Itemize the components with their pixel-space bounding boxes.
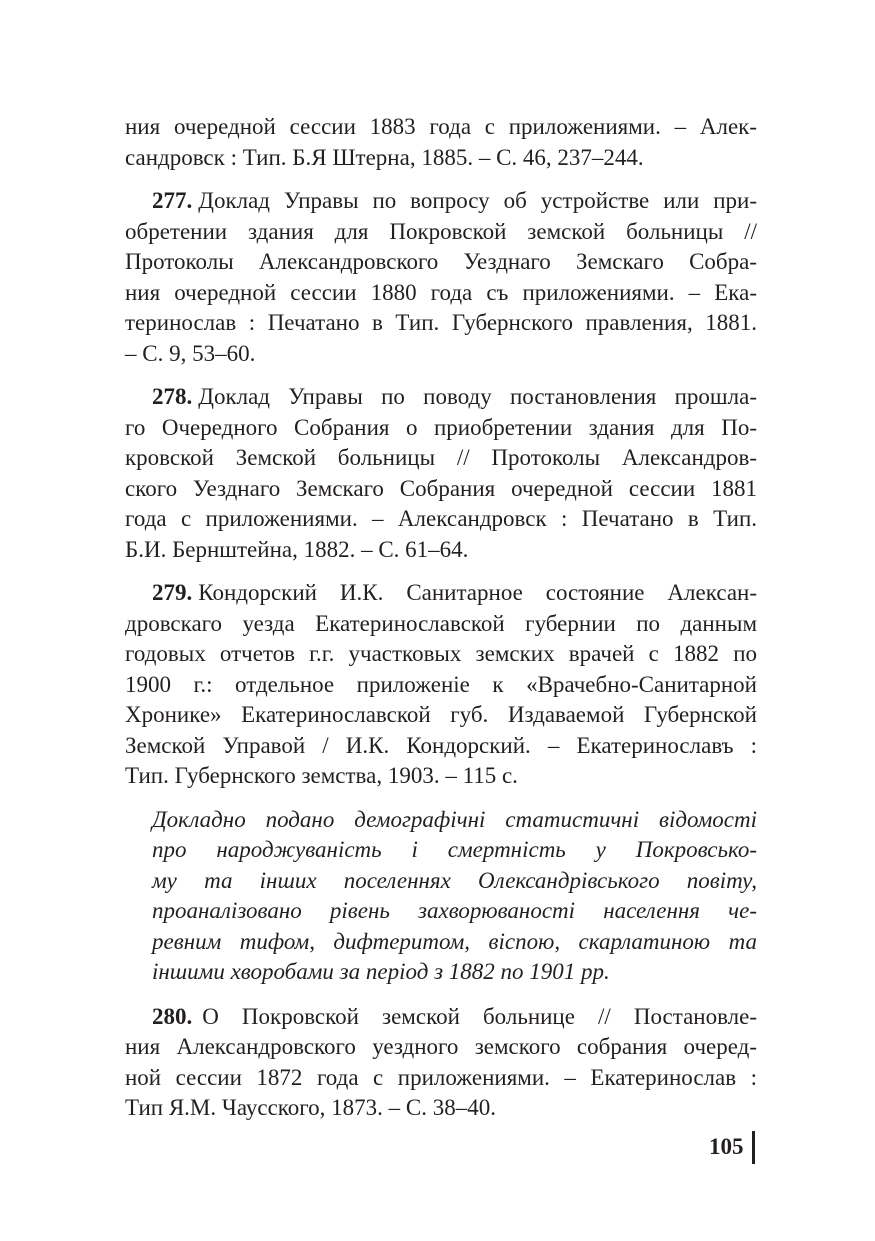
text-line: обретении здания для Покровской земской больницы // (125, 218, 757, 244)
note-line: про народжуваність і смертність у Покровсько- (152, 837, 757, 862)
text-line: 280. О Покровской земской больнице // Постановле- (152, 1003, 757, 1029)
text-line: 279. Кондорский И.К. Санитарное состояние Алексан- (152, 580, 757, 605)
text-line: Земской Управой / И.К. Кондорский. – Екатеринославъ : (125, 732, 757, 758)
text-line: Тип. Губернского земства, 1903. – 115 с. (125, 763, 518, 788)
text-line: – С. 9, 53–60. (125, 340, 256, 366)
text-line: 1900 г.: отдельное приложеніе к «Врачебно-Санитарной (125, 671, 757, 697)
text-line: ния очередной сессии 1883 года с приложениями. – Алек- (125, 114, 757, 139)
continuation-paragraph (125, 112, 757, 173)
page-number: 105 (709, 1134, 744, 1159)
text-line: 277. Доклад Управы по вопросу об устройстве или при- (152, 188, 757, 213)
text-line: ского Уезднаго Земскаго Собрания очередной сессии 1881 (125, 475, 757, 501)
text-line: сандровск : Тип. Б.Я Штерна, 1885. – С. 46, 237–244. (125, 144, 644, 170)
note-line: ревним тифом, дифтеритом, віспою, скарлатиною та (152, 928, 757, 954)
text-line: ния Александровского уездного земского собрания очеред- (125, 1034, 757, 1059)
bibliography-entry-280 (125, 1002, 757, 1124)
entry-number: 277. (152, 188, 193, 213)
text-line: 278. Доклад Управы по поводу постановления прошла- (152, 384, 757, 409)
text-line: Протоколы Александровского Уезднаго Земскаго Собра- (125, 249, 757, 274)
bibliography-entry-279 (125, 578, 757, 792)
text-line: годовых отчетов г.г. участковых земских врачей с 1882 по (125, 641, 757, 666)
text-line: года с приложениями. – Александровск : Печатано в Тип. (125, 506, 757, 531)
note-line: му та інших поселеннях Олександрівського повіту, (152, 867, 757, 893)
entry-number: 280. (152, 1003, 193, 1029)
text-line: го Очередного Собрания о приобретении здания для По- (125, 414, 757, 440)
bibliography-entry-277 (125, 186, 757, 369)
note-line: іншими хворобами за період з 1882 по 1901 рр. (152, 959, 610, 984)
entry-number: 278. (152, 384, 193, 409)
page-number-rule (752, 1131, 755, 1164)
note-line: Докладно подано демографічні статистичні відомості (152, 806, 757, 832)
bibliography-entry-278 (125, 382, 757, 565)
text-line: Хронике» Екатеринославской губ. Издаваемой Губернской (125, 702, 757, 727)
text-line: ной сессии 1872 года с приложениями. – Екатеринослав : (125, 1064, 757, 1090)
text-line: Б.И. Бернштейна, 1882. – С. 61–64. (125, 536, 469, 562)
text-line: Тип Я.М. Чаусского, 1873. – С. 38–40. (125, 1095, 496, 1120)
page-body (125, 112, 757, 1137)
annotation-note-279 (152, 805, 757, 988)
text-line: дровскаго уезда Екатеринославской губернии по данным (125, 610, 757, 636)
text-line: ния очередной сессии 1880 года съ приложениями. – Ека- (125, 279, 757, 305)
text-line: кровской Земской больницы // Протоколы Александров- (125, 445, 757, 470)
entry-number: 279. (152, 580, 193, 605)
note-line: проаналізовано рівень захворюваності населення че- (152, 898, 757, 923)
text-line: теринослав : Печатано в Тип. Губернского правления, 1881. (125, 310, 757, 335)
